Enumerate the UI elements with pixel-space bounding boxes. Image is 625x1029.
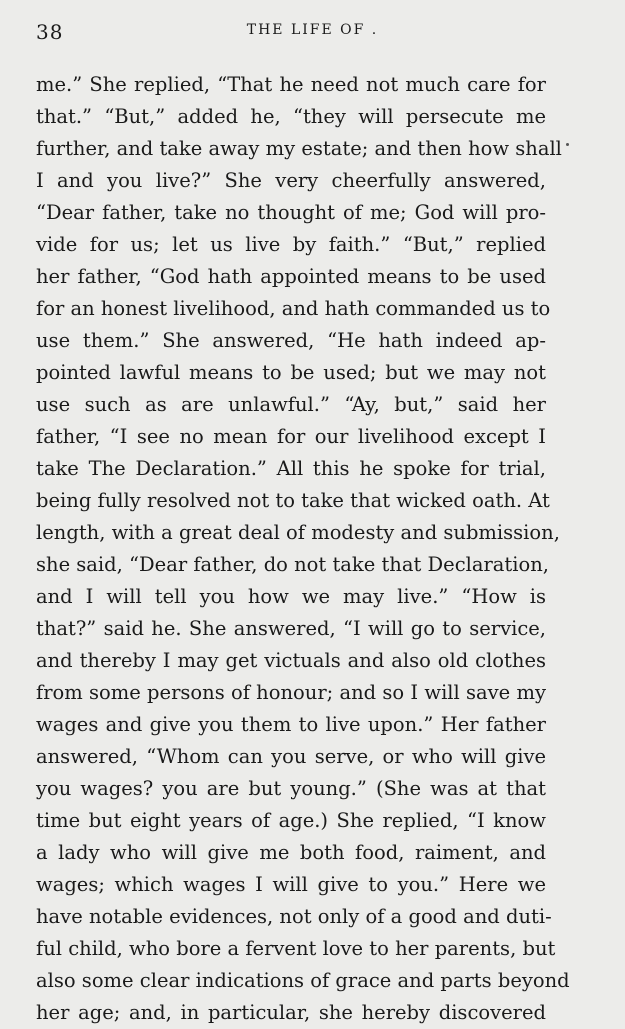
text-line: that?” said he. She answered, “I will go to service, bbox=[36, 617, 546, 640]
text-line: pointed lawful means to be used; but we may not bbox=[36, 361, 546, 384]
text-line: you wages? you are but young.” (She was at that bbox=[36, 777, 546, 800]
text-line: wages; which wages I will give to you.” Here we bbox=[36, 873, 546, 896]
text-line: use them.” She answered, “He hath indeed ap- bbox=[36, 329, 546, 352]
text-line: her age; and, in particular, she hereby discovered bbox=[36, 1001, 546, 1024]
running-title bbox=[0, 22, 625, 38]
text-line: and thereby I may get victuals and also old clothes bbox=[36, 649, 546, 672]
text-line: that.” “But,” added he, “they will persecute me bbox=[36, 105, 546, 128]
text-line: and I will tell you how we may live.” “How is bbox=[36, 585, 546, 608]
text-line: I and you live?” She very cheerfully answered, bbox=[36, 169, 546, 192]
text-line: length, with a great deal of modesty and submission, bbox=[36, 521, 560, 544]
text-line: take The Declaration.” All this he spoke for trial, bbox=[36, 457, 546, 480]
text-line: me.” She replied, “That he need not much care for bbox=[36, 73, 546, 96]
text-line: her father, “God hath appointed means to be used bbox=[36, 265, 546, 288]
ink-speck bbox=[566, 143, 569, 146]
text-line: vide for us; let us live by faith.” “But,” replied bbox=[36, 233, 546, 256]
text-line: father, “I see no mean for our livelihood except I bbox=[36, 425, 546, 448]
text-line: ful child, who bore a fervent love to her parents, but bbox=[36, 937, 556, 960]
text-line: answered, “Whom can you serve, or who will give bbox=[36, 745, 546, 768]
text-line: use such as are unlawful.” “Ay, but,” said her bbox=[36, 393, 546, 416]
body-text bbox=[36, 69, 570, 1029]
text-line: further, and take away my estate; and then how shall bbox=[36, 137, 562, 160]
text-line: being fully resolved not to take that wicked oath. At bbox=[36, 489, 550, 512]
text-line: also some clear indications of grace and parts beyond bbox=[36, 969, 570, 992]
text-line: have notable evidences, not only of a good and duti- bbox=[36, 905, 552, 928]
text-line: time but eight years of age.) She replied, “I know bbox=[36, 809, 546, 832]
running-title-period: . bbox=[365, 22, 379, 38]
page-number: 38 bbox=[36, 20, 64, 44]
text-line: for an honest livelihood, and hath commanded us to bbox=[36, 297, 551, 320]
text-line: “Dear father, take no thought of me; God will pro- bbox=[36, 201, 546, 224]
text-line: wages and give you them to live upon.” Her father bbox=[36, 713, 546, 736]
text-line: a lady who will give me both food, raiment, and bbox=[36, 841, 546, 864]
running-title-text: THE LIFE OF bbox=[246, 22, 366, 38]
text-line: from some persons of honour; and so I will save my bbox=[36, 681, 546, 704]
text-line: she said, “Dear father, do not take that Declaration, bbox=[36, 553, 549, 576]
